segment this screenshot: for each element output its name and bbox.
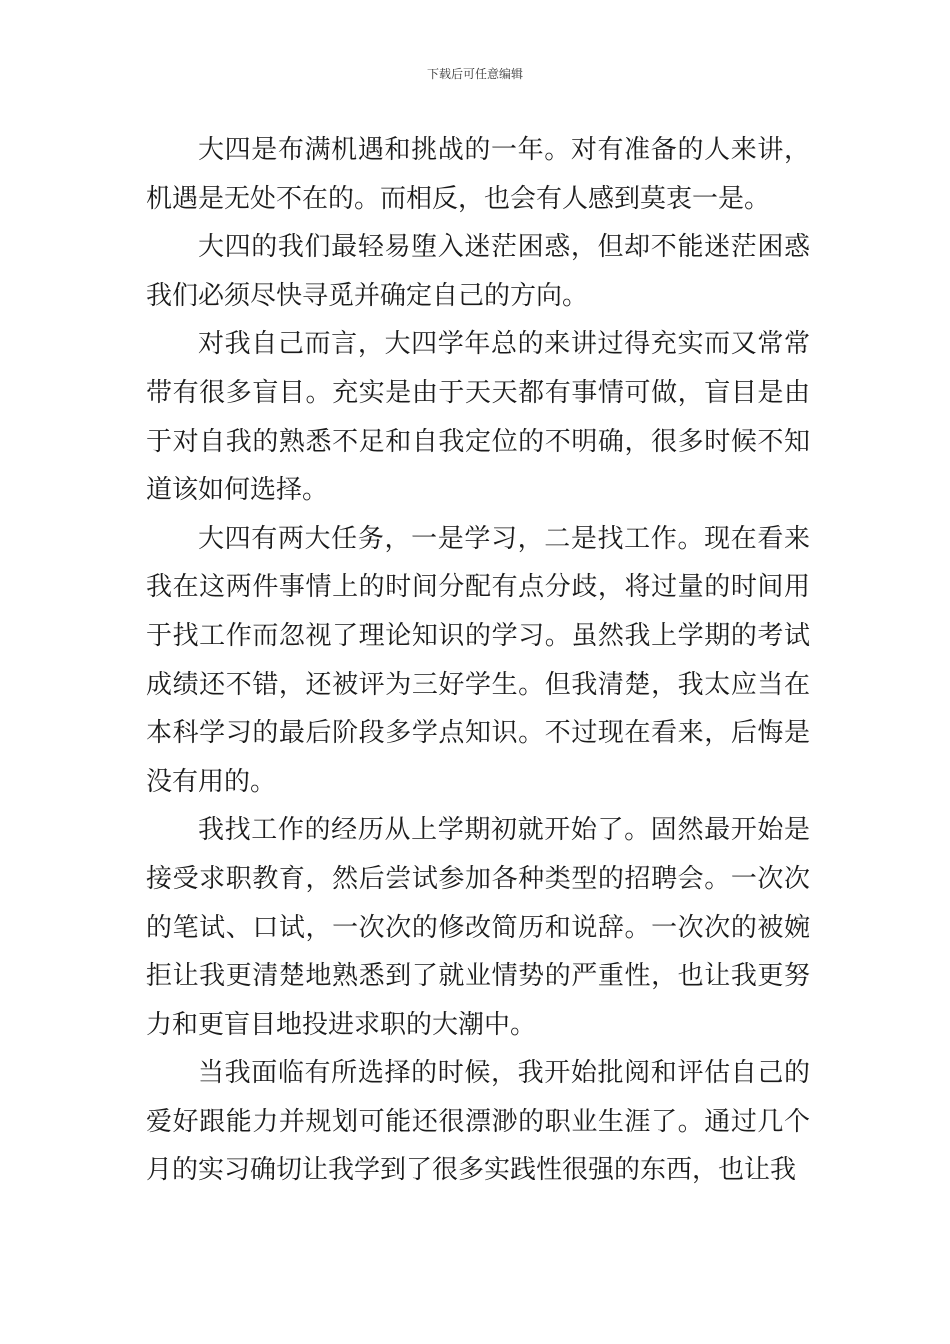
paragraph-1: 大四是布满机遇和挑战的一年。对有准备的人来讲，机遇是无处不在的。而相反，也会有人感到莫衷一是。 (146, 135, 810, 214)
paragraph-6: 当我面临有所选择的时候，我开始批阅和评估自己的爱好跟能力并规划可能还很漂渺的职业生涯了。通过几个月的实习确切让我学到了很多实践性很强的东西，也让我 (146, 1058, 810, 1186)
paragraph-5: 我找工作的经历从上学期初就开始了。固然最开始是接受求职教育，然后尝试参加各种类型的招聘会。一次次的笔试、口试，一次次的修改简历和说辞。一次次的被婉拒让我更清楚地熟悉到了就业情势的严重性，也让我更努力和更盲目地投进求职的大潮中。 (146, 815, 810, 1040)
page-header: 下载后可任意编辑 (426, 67, 523, 81)
paragraph-3: 对我自己而言，大四学年总的来讲过得充实而又常常带有很多盲目。充实是由于天天都有事情可做，盲目是由于对自我的熟悉不足和自我定位的不明确，很多时候不知道该如何选择。 (146, 329, 810, 506)
document-body (146, 126, 810, 1195)
paragraph-2: 大四的我们最轻易堕入迷茫困惑，但却不能迷茫困惑我们必须尽快寻觅并确定自己的方向。 (146, 232, 810, 311)
paragraph-4: 大四有两大任务，一是学习，二是找工作。现在看来我在这两件事情上的时间分配有点分歧，将过量的时间用于找工作而忽视了理论知识的学习。虽然我上学期的考试成绩还不错，还被评为三好学生。但我清楚，我太应当在本科学习的最后阶段多学点知识。不过现在看来，后悔是没有用的。 (146, 523, 810, 797)
